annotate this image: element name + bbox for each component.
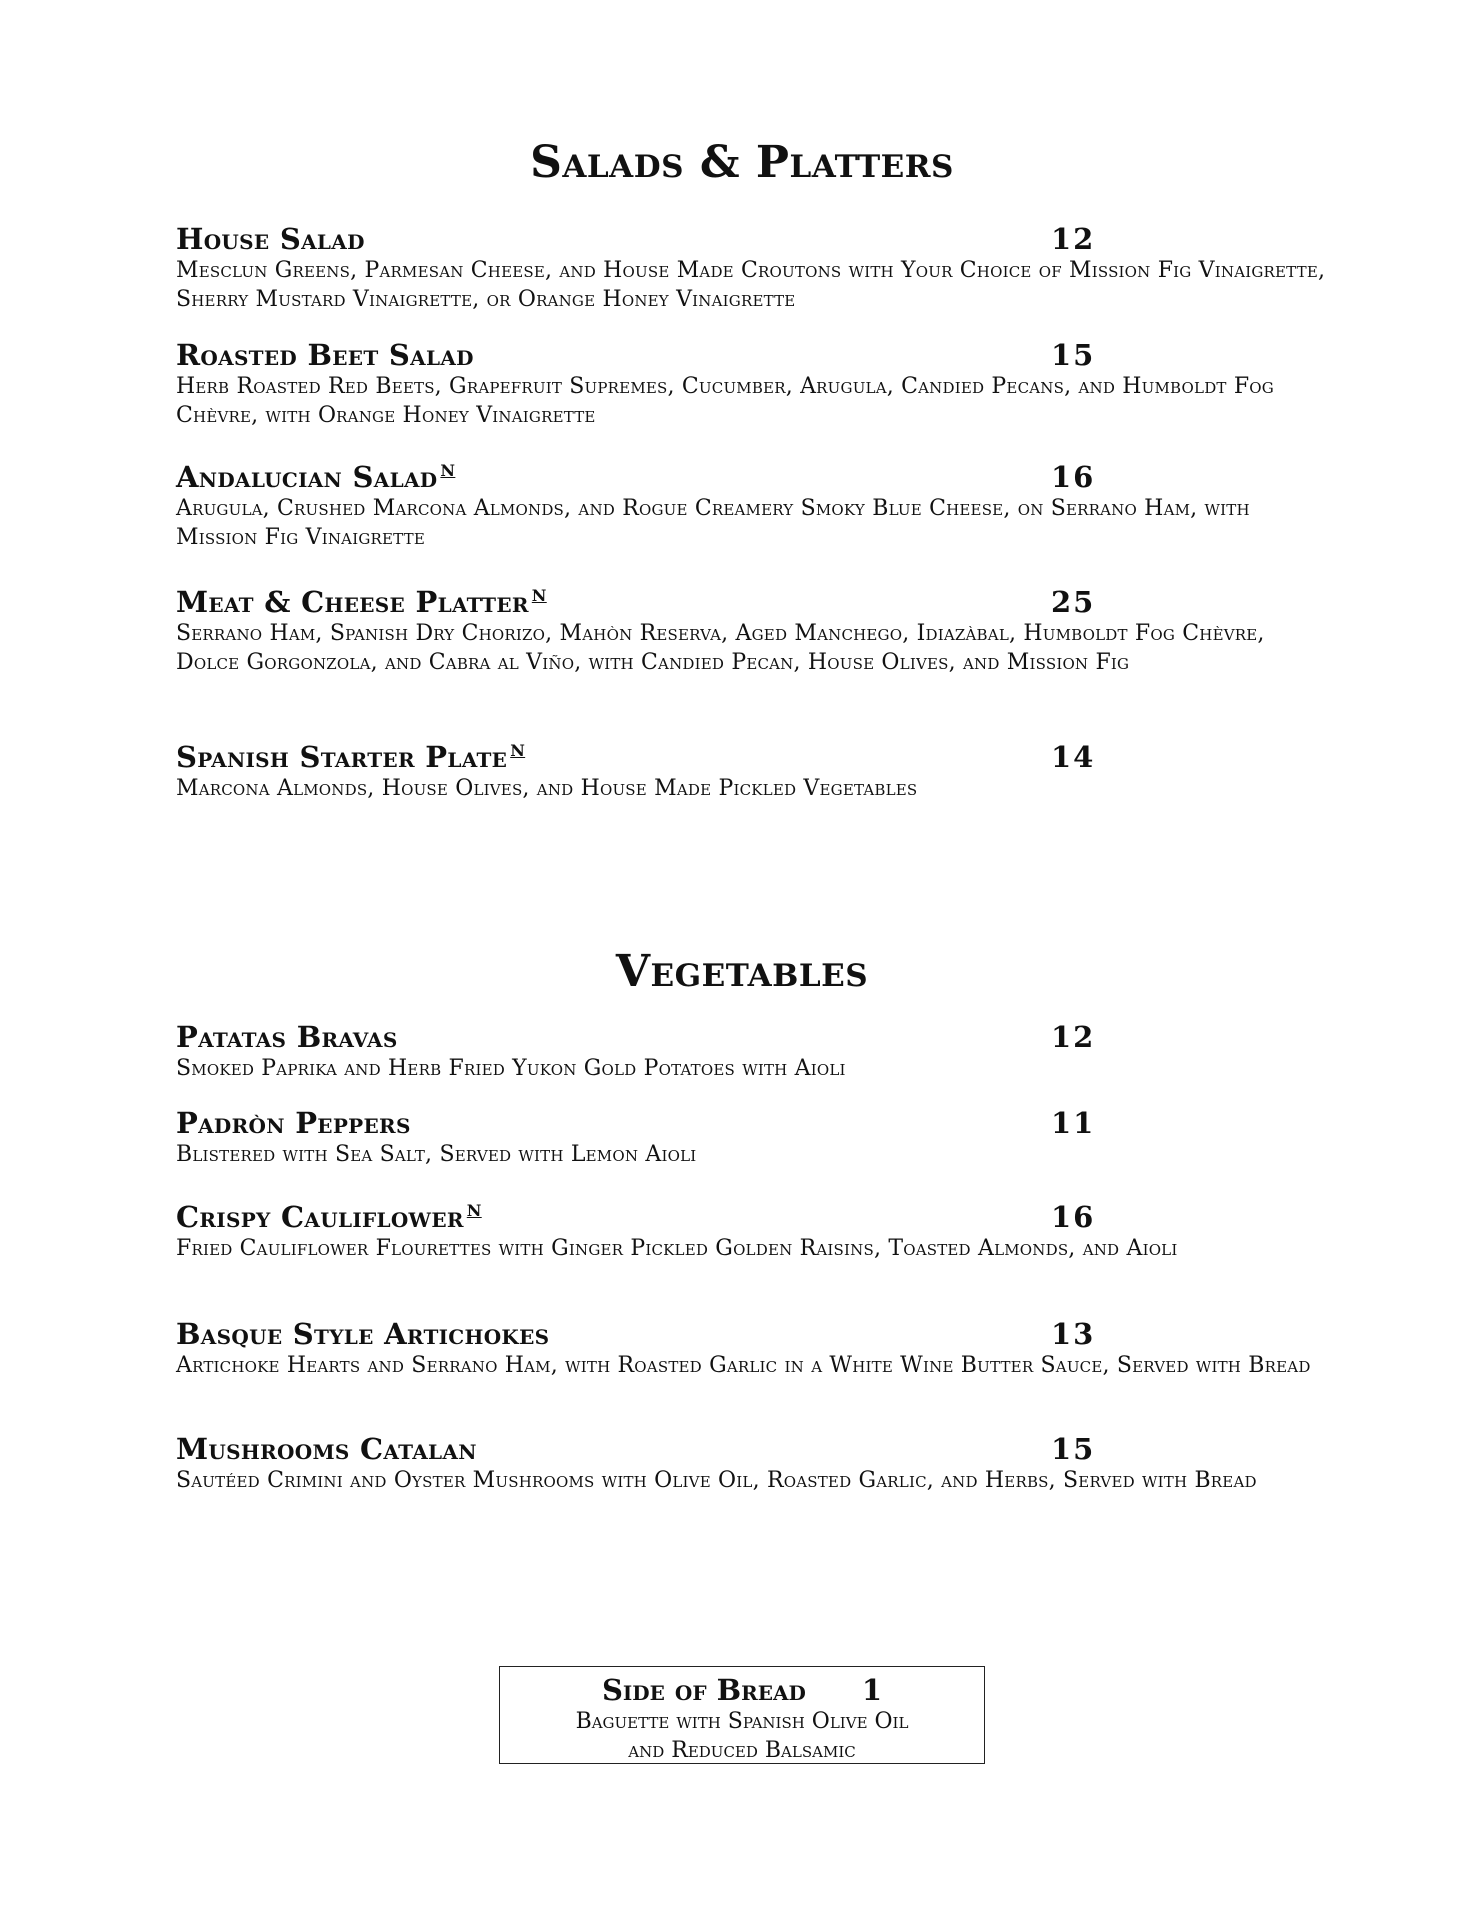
item-description: Fried Cauliflower Flourettes with Ginger Pickled Golden Raisins, Toasted Almonds, and Aioli: [176, 1236, 1178, 1261]
section-title-salads: Salads & Platters: [530, 137, 954, 188]
item-description: Sautéed Crimini and Oyster Mushrooms with Olive Oil, Roasted Garlic, and Herbs, Served with Bread: [176, 1468, 1257, 1493]
item-name: [176, 460, 455, 494]
bread-name: Side of Bread: [601, 1673, 806, 1707]
item-name: [176, 740, 525, 774]
item-description: Mesclun Greens, Parmesan Cheese, and House Made Croutons with Your Choice of Mission Fig Vinaigrette, Sherry Mustard Vinaigrette, or Orange Honey Vinaigrette: [176, 258, 1326, 312]
item-description: Blistered with Sea Salt, Served with Lemon Aioli: [176, 1142, 697, 1167]
item-name: Mushrooms Catalan: [176, 1432, 477, 1466]
menu-item-padron-peppers: [176, 1106, 1326, 1169]
item-price: 16: [1051, 1200, 1096, 1234]
bread-heading: [500, 1673, 984, 1707]
item-name-text: Spanish Starter Plate: [176, 740, 508, 774]
item-description: Serrano Ham, Spanish Dry Chorizo, Mahòn Reserva, Aged Manchego, Idiazàbal, Humboldt Fog Chèvre, Dolce Gorgonzola, and Cabra al Viño, with Candied Pecan, House Olives, and Mission Fig: [176, 621, 1265, 675]
item-name-text: Meat & Cheese Platter: [176, 585, 529, 619]
bread-description-line-1: Baguette with Spanish Olive Oil: [575, 1709, 909, 1734]
item-name: Basque Style Artichokes: [176, 1317, 550, 1351]
item-description: Artichoke Hearts and Serrano Ham, with Roasted Garlic in a White Wine Butter Sauce, Served with Bread: [176, 1353, 1311, 1378]
nut-marker: N: [440, 461, 456, 480]
bread-price: 1: [861, 1673, 883, 1707]
section-title-vegetables: Vegetables: [615, 946, 869, 997]
item-price: 14: [1051, 740, 1096, 774]
item-name: [176, 1200, 482, 1234]
menu-item-crispy-cauliflower: [176, 1200, 1326, 1263]
item-price: 15: [1051, 1432, 1096, 1466]
item-price: 12: [1051, 222, 1096, 256]
item-name: Padròn Peppers: [176, 1106, 411, 1140]
item-description: Arugula, Crushed Marcona Almonds, and Rogue Creamery Smoky Blue Cheese, on Serrano Ham, with Mission Fig Vinaigrette: [176, 496, 1250, 550]
menu-item-roasted-beet-salad: [176, 338, 1326, 430]
item-name-text: Andalucian Salad: [176, 460, 438, 494]
item-price: 15: [1051, 338, 1096, 372]
menu-item-patatas-bravas: [176, 1020, 1326, 1083]
bread-description-line-2: and Reduced Balsamic: [628, 1738, 856, 1763]
nut-marker: N: [531, 586, 547, 605]
item-name: Patatas Bravas: [176, 1020, 398, 1054]
menu-item-basque-artichokes: [176, 1317, 1326, 1380]
menu-item-house-salad: [176, 222, 1326, 314]
menu-item-mushrooms-catalan: [176, 1432, 1326, 1495]
nut-marker: N: [510, 741, 526, 760]
menu-item-andalucian-salad: [176, 460, 1326, 552]
nut-marker: N: [466, 1201, 482, 1220]
item-name-text: Crispy Cauliflower: [176, 1200, 464, 1234]
item-price: 16: [1051, 460, 1096, 494]
item-name: Roasted Beet Salad: [176, 338, 474, 372]
item-price: 11: [1051, 1106, 1096, 1140]
item-name: [176, 585, 547, 619]
item-description: Smoked Paprika and Herb Fried Yukon Gold Potatoes with Aioli: [176, 1056, 846, 1081]
item-description: Marcona Almonds, House Olives, and House Made Pickled Vegetables: [176, 776, 918, 801]
item-price: 25: [1051, 585, 1096, 619]
item-price: 13: [1051, 1317, 1096, 1351]
item-description: Herb Roasted Red Beets, Grapefruit Supremes, Cucumber, Arugula, Candied Pecans, and Humboldt Fog Chèvre, with Orange Honey Vinaigrette: [176, 374, 1274, 428]
side-of-bread-box: [499, 1666, 985, 1764]
item-name: House Salad: [176, 222, 365, 256]
item-price: 12: [1051, 1020, 1096, 1054]
menu-item-meat-cheese-platter: [176, 585, 1326, 677]
menu-item-spanish-starter-plate: [176, 740, 1326, 803]
